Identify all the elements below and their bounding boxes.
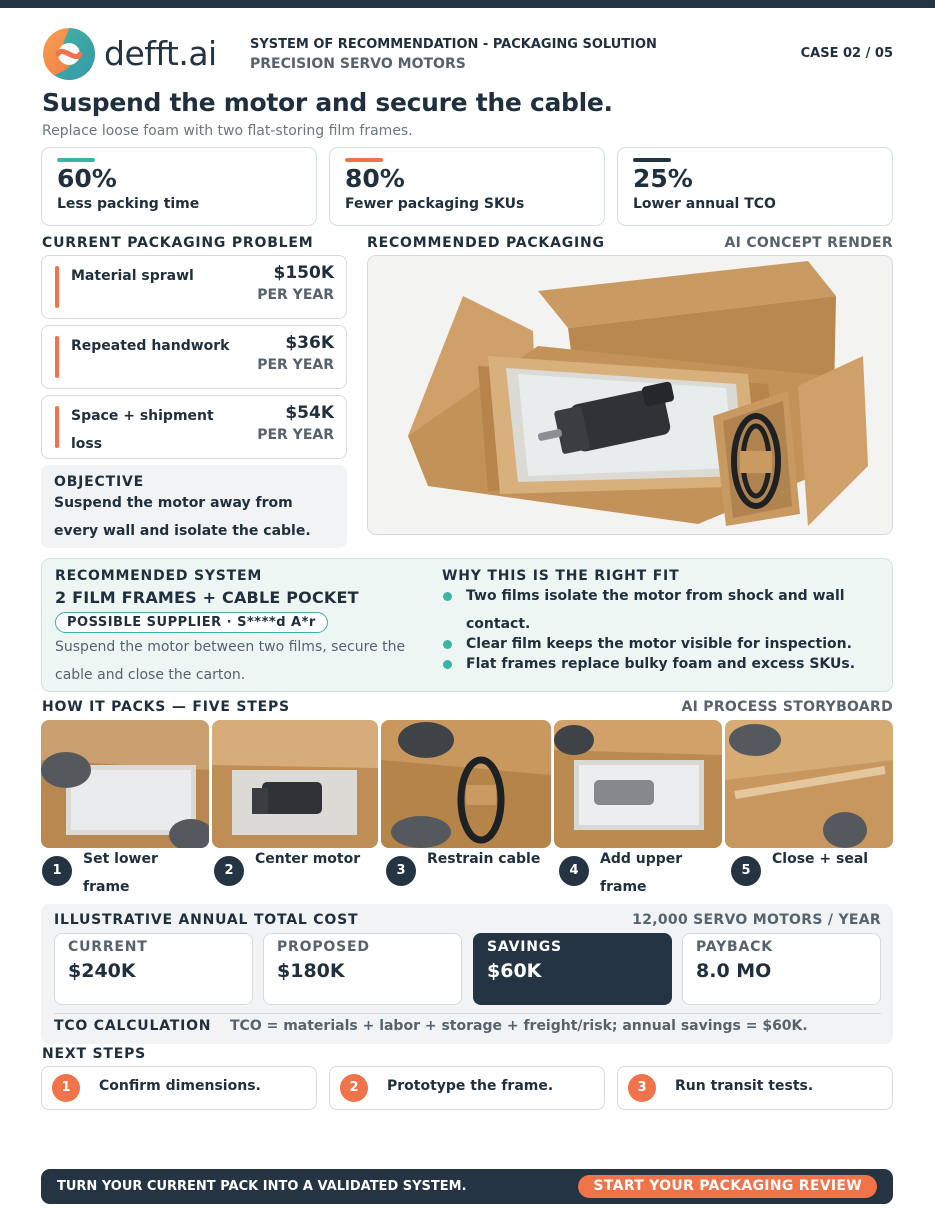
bullet-dot-icon [443, 640, 452, 649]
step-image-4 [554, 720, 722, 848]
cost-box-value: $180K [277, 960, 345, 982]
system-name: 2 FILM FRAMES + CABLE POCKET [55, 588, 359, 607]
problem-card-space [41, 395, 347, 459]
fit-point [442, 654, 862, 674]
objective-text: Suspend the motor away from every wall and isolate the cable. [54, 495, 311, 539]
step-label: Center motor [255, 851, 361, 867]
fit-heading: WHY THIS IS THE RIGHT FIT [442, 568, 680, 584]
step-number: 1 [42, 856, 72, 886]
fit-point-text: Two films isolate the motor from shock and wall contact. [466, 588, 845, 632]
fit-list [442, 586, 862, 674]
problem-name: Repeated handwork [71, 338, 230, 354]
start-review-button[interactable]: START YOUR PACKAGING REVIEW [578, 1175, 877, 1198]
tco-calc-text: TCO = materials + labor + storage + freight/risk; annual savings = $60K. [230, 1018, 808, 1034]
step-image-1 [41, 720, 209, 848]
problem-card-material [41, 255, 347, 319]
cost-box-label: SAVINGS [487, 939, 562, 955]
cost-box-value: $240K [68, 960, 136, 982]
cost-box-proposed [263, 933, 462, 1005]
stat-card-tco [617, 147, 893, 226]
top-bar [0, 0, 935, 8]
problem-accent [55, 266, 59, 308]
cost-box-current [54, 933, 253, 1005]
logo-text: defft.ai [104, 34, 217, 73]
next-steps-heading: NEXT STEPS [42, 1046, 147, 1062]
annual-cost-panel [41, 904, 893, 1044]
problem-name: Space + shipment loss [71, 408, 214, 452]
cost-box-label: PROPOSED [277, 939, 370, 955]
next-step-label: Run transit tests. [675, 1078, 814, 1094]
step-number: 3 [386, 856, 416, 886]
steps-heading: HOW IT PACKS — FIVE STEPS [42, 699, 290, 715]
fit-point [442, 582, 862, 638]
header-subtitle: PRECISION SERVO MOTORS [250, 56, 466, 72]
packaging-render-image [367, 255, 893, 535]
next-step-1 [41, 1066, 317, 1110]
system-description: Suspend the motor between two films, secure the cable and close the carton. [55, 639, 406, 683]
step-number: 2 [214, 856, 244, 886]
step-label: Set lower frame [83, 851, 158, 895]
cost-box-label: CURRENT [68, 939, 148, 955]
problem-amount: $54K [285, 403, 334, 423]
stat-label: Fewer packaging SKUs [345, 196, 525, 212]
step-label: Add upper frame [600, 851, 683, 895]
steps-tag: AI PROCESS STORYBOARD [681, 699, 893, 715]
next-step-label: Confirm dimensions. [99, 1078, 261, 1094]
divider [54, 1013, 881, 1014]
step-label: Close + seal [772, 851, 869, 867]
stat-card-skus [329, 147, 605, 226]
stat-card-packing-time [41, 147, 317, 226]
cost-box-value: 8.0 MO [696, 960, 772, 982]
cta-banner [41, 1169, 893, 1204]
fit-point-text: Flat frames replace bulky foam and excess SKUs. [466, 656, 856, 672]
problem-heading: CURRENT PACKAGING PROBLEM [42, 235, 314, 251]
next-step-number: 2 [340, 1074, 368, 1102]
step-number: 4 [559, 856, 589, 886]
recommended-system-panel [41, 558, 893, 692]
stat-accent-bar [345, 158, 383, 162]
cta-text: TURN YOUR CURRENT PACK INTO A VALIDATED SYSTEM. [57, 1179, 467, 1194]
bullet-dot-icon [443, 592, 452, 601]
tco-calc-heading: TCO CALCULATION [54, 1018, 212, 1034]
step-number: 5 [731, 856, 761, 886]
cost-volume: 12,000 SERVO MOTORS / YEAR [632, 912, 881, 928]
problem-accent [55, 406, 59, 448]
page-subheadline: Replace loose foam with two flat-storing film frames. [42, 123, 413, 139]
case-label: CASE 02 / 05 [800, 46, 893, 61]
cost-heading: ILLUSTRATIVE ANNUAL TOTAL COST [54, 912, 359, 928]
recommended-heading: RECOMMENDED PACKAGING [367, 235, 605, 251]
stat-label: Less packing time [57, 196, 200, 212]
problem-period: PER YEAR [257, 427, 334, 443]
bullet-dot-icon [443, 660, 452, 669]
cost-box-payback [682, 933, 881, 1005]
stat-value: 80% [345, 164, 405, 193]
objective-box [41, 465, 347, 548]
next-step-3 [617, 1066, 893, 1110]
problem-name: Material sprawl [71, 268, 194, 284]
logo-icon [42, 27, 96, 81]
stat-value: 25% [633, 164, 693, 193]
stat-accent-bar [57, 158, 95, 162]
problem-amount: $36K [285, 333, 334, 353]
stat-label: Lower annual TCO [633, 196, 776, 212]
fit-point [442, 634, 862, 654]
problem-period: PER YEAR [257, 287, 334, 303]
stat-accent-bar [633, 158, 671, 162]
step-image-5 [725, 720, 893, 848]
fit-point-text: Clear film keeps the motor visible for inspection. [466, 636, 852, 652]
problem-period: PER YEAR [257, 357, 334, 373]
stat-value: 60% [57, 164, 117, 193]
objective-heading: OBJECTIVE [54, 474, 144, 490]
cost-box-value: $60K [487, 960, 542, 982]
step-image-3 [381, 720, 551, 848]
next-step-number: 3 [628, 1074, 656, 1102]
render-tag: AI CONCEPT RENDER [724, 235, 893, 251]
next-step-number: 1 [52, 1074, 80, 1102]
supplier-badge: POSSIBLE SUPPLIER · S****d A*r [55, 612, 328, 633]
problem-amount: $150K [273, 263, 334, 283]
cost-box-label: PAYBACK [696, 939, 773, 955]
header-title: SYSTEM OF RECOMMENDATION - PACKAGING SOLUTION [250, 37, 657, 52]
next-step-label: Prototype the frame. [387, 1078, 554, 1094]
next-step-2 [329, 1066, 605, 1110]
cost-box-savings [473, 933, 672, 1005]
step-label: Restrain cable [427, 851, 541, 867]
page-headline: Suspend the motor and secure the cable. [42, 88, 613, 117]
system-heading: RECOMMENDED SYSTEM [55, 568, 263, 584]
problem-card-handwork [41, 325, 347, 389]
problem-accent [55, 336, 59, 378]
step-image-2 [212, 720, 378, 848]
